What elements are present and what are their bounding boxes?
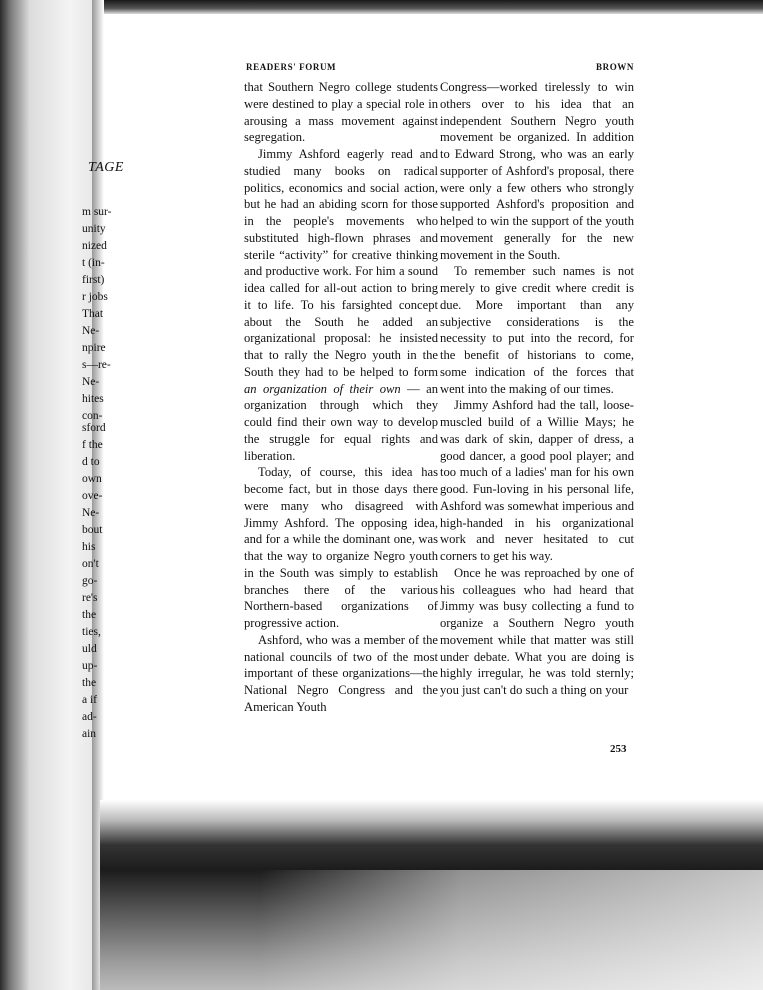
left-page-line-fragment: bout — [82, 524, 103, 536]
paragraph-text: Jimmy Ashford eagerly read and studied many books on radical politics, economics and social action, but he had an abiding scorn for those in the people's movements who substituted high-flown phrases and sterile “activity” for creative thinking and productive work. For him a sound idea called for all-out action to bring it to life. To his farsighted concept about the South he added an organizational proposal: he insisted that to rally the Negro youth in the South they had to be helped to form — [244, 147, 438, 379]
paragraph: Jimmy Ashford had the tall, loose-muscled build of a Willie Mays; he was dark of skin, dapper of dress, a good dancer, a good pool player; and too much of a ladies' man for his own good. Fun-loving in his personal life, Ashford was somewhat imperious and high-handed in his organizational work and never hesitated to cut corners to get his way. — [440, 398, 634, 563]
left-page-line-fragment: go- — [82, 575, 98, 587]
left-page-line-fragment: first) — [82, 274, 105, 286]
scan-frame-top — [0, 0, 763, 14]
paragraph: Congress—worked tirelessly to win others over to his idea that an independent Southern Negro youth movement be organized. In addition to Edward Strong, who was an early supporter of Ashford's proposal, there were only a few others who strongly supported Ashford's proposition and helped to win the support of the youth movement generally for the new movement in the South. — [440, 80, 634, 262]
left-page-line-fragment: That — [82, 308, 104, 320]
left-page-line-fragment: own — [82, 473, 102, 485]
paragraph: that Southern Negro college students were destined to play a special role in arousing a mass movement against segregation. — [244, 80, 438, 145]
running-head-right: BROWN — [596, 62, 635, 72]
left-page-line-fragment: Ne- — [82, 325, 100, 337]
left-page-line-fragment: the — [82, 609, 97, 621]
left-page-line-fragment: Ne- — [82, 507, 100, 519]
page-number: 253 — [610, 743, 627, 755]
paragraph: To remember such names is not merely to give credit where credit is due. More important than any subjective considerations is the necessity to put into the record, for the benefit of historians to come, some indication of the forces that went into the making of our times. — [440, 264, 634, 396]
left-page-line-fragment: con- — [82, 410, 103, 422]
left-page-line-fragment: r jobs — [82, 291, 108, 303]
text-column-left — [244, 79, 438, 716]
paragraph: Ashford, who was a member of the national councils of two of the most important of these organizations—the National Negro Congress and the American Youth — [244, 632, 438, 714]
paragraph: Once he was reproached by one of his colleagues who had heard that Jimmy was busy collecting a fund to organize a Southern Negro youth movement while that matter was still under debate. What you are doing is highly irregular, he was told sternly; you just can't do such a thing on your — [440, 565, 634, 697]
emphasis: an organization of their own — [244, 381, 401, 396]
left-page-line-fragment: s—re- — [82, 359, 111, 371]
left-page-line-fragment: npire — [82, 342, 106, 354]
running-head-left: READERS' FORUM — [246, 62, 337, 72]
left-page-line-fragment: f the — [82, 439, 103, 451]
left-page-line-fragment: d to — [82, 456, 100, 468]
paragraph: Today, of course, this idea has become fact, but in those days there were many who disagreed with Jimmy Ashford. The opposing idea, and for a while the dominant one, was that the way to organize Negro youth in the South was simply to establish branches there of the various Northern-based organizations of progressive action. — [244, 465, 438, 630]
left-page-fragments-bottom — [82, 420, 142, 743]
left-page-line-fragment: his — [82, 541, 96, 553]
left-page-fragments-top — [82, 204, 142, 425]
left-page-line-fragment: a if — [82, 694, 98, 706]
left-page-line-fragment: uld — [82, 643, 97, 655]
text-column-right — [440, 79, 634, 699]
left-page-line-fragment: ties, — [82, 626, 101, 638]
left-page-line-fragment: t (in- — [82, 257, 105, 269]
left-page-line-fragment: up- — [82, 660, 98, 672]
left-page-line-fragment: sford — [82, 422, 106, 434]
left-page-line-fragment: ove- — [82, 490, 103, 502]
left-page-heading-fragment: TAGE — [88, 160, 124, 175]
paragraph — [244, 146, 438, 464]
left-page-line-fragment: nized — [82, 240, 107, 252]
left-page-line-fragment: ad- — [82, 711, 97, 723]
left-page-line-fragment: on't — [82, 558, 99, 570]
left-page-line-fragment: m sur- — [82, 206, 112, 218]
bottom-highlight — [260, 870, 763, 990]
left-page-line-fragment: Ne- — [82, 376, 100, 388]
left-page-line-fragment: ain — [82, 728, 97, 740]
paragraph-text: — an organization through which they could find their own way to develop the struggle for equal rights and liberation. — [244, 381, 438, 463]
left-page-line-fragment: unity — [82, 223, 106, 235]
left-page-line-fragment: the — [82, 677, 97, 689]
left-page-line-fragment: re's — [82, 592, 98, 604]
left-page-line-fragment: hites — [82, 393, 104, 405]
